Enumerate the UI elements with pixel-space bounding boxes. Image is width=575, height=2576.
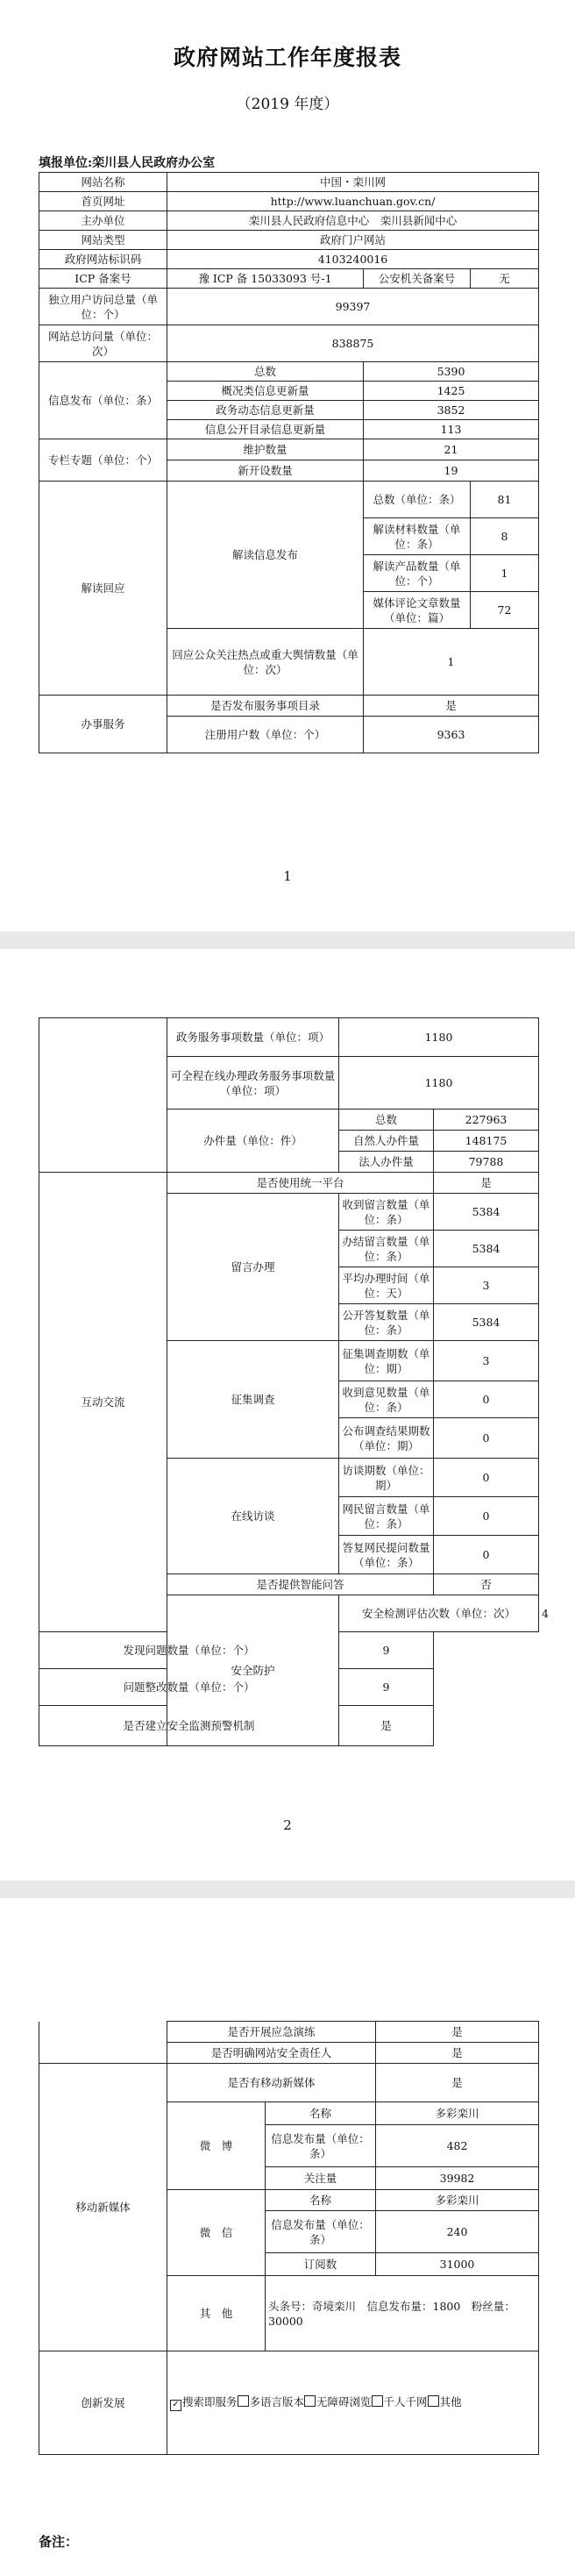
info-item-value: 5390 [364,362,539,382]
special-item-value: 21 [364,439,539,460]
value-has-mobile-media: 是 [376,2064,539,2102]
security-item-label: 问题整改数量（单位：个） [39,1669,339,1706]
innovation-option[interactable]: 无障碍浏览 [304,2395,372,2408]
wechat-item-label: 信息发布量（单位：条） [266,2211,376,2253]
report-title: 政府网站工作年度报表 [173,45,401,70]
online-item-value: 0 [434,1536,539,1574]
filling-unit: 填报单位:栾川县人民政府办公室 [39,156,216,170]
label-smart-qa: 是否提供智能问答 [167,1574,434,1595]
online-item-value: 0 [434,1459,539,1497]
info-item-value: 3852 [364,401,539,420]
info-item-label: 概况类信息更新量 [167,382,364,401]
security-item-label: 安全检测评估次数（单位：次） [339,1595,539,1632]
value-unique-visitors: 99397 [167,289,539,325]
handle-item-label: 法人办件量 [339,1152,434,1173]
page-2 [0,949,575,1880]
checkbox-empty-icon[interactable] [304,2395,316,2407]
service-continued-cell [39,1018,167,1173]
msg-item-label: 办结留言数量（单位：条） [339,1231,434,1267]
survey-item-value: 3 [434,1341,539,1381]
label-unique-visitors: 独立用户访问总量（单位：个） [39,289,167,325]
label-interpret-publish: 解读信息发布 [167,482,364,629]
info-item-value: 1425 [364,382,539,401]
msg-item-value: 5384 [434,1194,539,1231]
value-total-visits: 838875 [167,325,539,362]
label-message-handling: 留言办理 [167,1194,339,1341]
info-item-label: 信息公开目录信息更新量 [167,420,364,439]
label-special-column: 专栏专题（单位：个） [39,439,167,482]
msg-item-label: 平均办理时间（单位：天） [339,1267,434,1304]
interpret-item-label: 媒体评论文章数量（单位：篇） [364,592,471,629]
value-other-media: 头条号：奇境栾川 信息发布量：1800 粉丝量：30000 [266,2276,539,2351]
label-other-media: 其 他 [167,2276,266,2351]
wechat-item-value: 31000 [376,2253,539,2276]
page-1 [0,0,575,931]
value-sponsor: 栾川县人民政府信息中心 栾川县新闻中心 [167,211,539,231]
info-item-label: 政务动态信息更新量 [167,401,364,420]
svc-item-value: 1180 [339,1018,539,1057]
handle-item-value: 227963 [434,1110,539,1131]
service-item-label: 是否发布服务事项目录 [167,696,364,717]
security-continued-cell [39,2022,167,2064]
wechat-item-label: 订阅数 [266,2253,376,2276]
special-item-label: 新开设数量 [167,460,364,482]
service-item-value: 9363 [364,717,539,753]
checkbox-checked-icon[interactable]: ✓ [170,2400,181,2411]
interpret-item-value: 72 [471,592,539,629]
value-security-officer: 是 [376,2043,539,2064]
label-site-type: 网站类型 [39,231,167,250]
value-site-code: 4103240016 [167,250,539,269]
label-total-visits: 网站总访问量（单位：次） [39,325,167,362]
interpret-item-value: 8 [471,518,539,555]
handle-item-value: 79788 [434,1152,539,1173]
value-police-record: 无 [471,269,539,289]
label-wechat: 微 信 [167,2190,266,2276]
wechat-item-value: 多彩栾川 [376,2190,539,2211]
info-item-label: 总数 [167,362,364,382]
weibo-item-label: 关注量 [266,2167,376,2190]
label-survey: 征集调查 [167,1341,339,1459]
report-table-part-3 [39,2021,539,2455]
weibo-item-value: 482 [376,2125,539,2167]
innovation-option[interactable]: 千人千网 [372,2395,428,2408]
value-smart-qa: 否 [434,1574,539,1595]
report-year: （2019 年度） [236,96,339,113]
online-item-label: 访谈期数（单位：期） [339,1459,434,1497]
special-item-value: 19 [364,460,539,482]
msg-item-label: 公开答复数量（单位：条） [339,1304,434,1341]
survey-item-label: 征集调查期数（单位：期） [339,1341,434,1381]
remarks-label: 备注： [39,2534,79,2550]
interpret-item-label: 解读材料数量（单位：条） [364,518,471,555]
weibo-item-value: 多彩栾川 [376,2102,539,2125]
label-mobile-media: 移动新媒体 [39,2064,167,2351]
label-unified-platform: 是否使用统一平台 [167,1173,434,1194]
svc-item-label: 政务服务事项数量（单位：项） [167,1018,339,1057]
service-item-label: 注册用户数（单位：个） [167,717,364,753]
special-item-label: 维护数量 [167,439,364,460]
page-number: 1 [283,868,292,884]
label-homepage: 首页网址 [39,192,167,211]
security-item-label: 发现问题数量（单位：个） [39,1632,339,1669]
security-item-label: 是否建立安全监测预警机制 [39,1706,339,1746]
weibo-item-label: 信息发布量（单位：条） [266,2125,376,2167]
handle-item-value: 148175 [434,1131,539,1152]
svc-item-label: 可全程在线办理政务服务事项数量（单位：项） [167,1057,339,1110]
survey-item-label: 公布调查结果期数（单位：期） [339,1418,434,1459]
page-number: 2 [283,1817,292,1833]
label-online-interview: 在线访谈 [167,1459,339,1574]
value-unified-platform: 是 [434,1173,539,1194]
label-police-record: 公安机关备案号 [364,269,471,289]
interpret-item-value: 81 [471,482,539,518]
value-hot-response: 1 [364,629,539,696]
label-security-officer: 是否明确网站安全责任人 [167,2043,376,2064]
msg-item-value: 3 [434,1267,539,1304]
value-icp: 豫 ICP 备 15033093 号-1 [167,269,364,289]
msg-item-value: 5384 [434,1304,539,1341]
label-icp: ICP 备案号 [39,269,167,289]
label-sponsor: 主办单位 [39,211,167,231]
info-item-value: 113 [364,420,539,439]
innovation-option[interactable]: 其他 [428,2395,462,2408]
svc-item-value: 1180 [339,1057,539,1110]
online-item-label: 答复网民提问数量（单位：条） [339,1536,434,1574]
interpret-item-label: 总数（单位：条） [364,482,471,518]
checkbox-empty-icon[interactable] [238,2395,249,2407]
label-site-name: 网站名称 [39,173,167,192]
innovation-options [167,2351,539,2455]
report-table-part-1 [39,172,539,753]
online-item-label: 网民留言数量（单位：条） [339,1497,434,1536]
wechat-item-value: 240 [376,2211,539,2253]
report-table-part-2: 政务服务事项数量（单位：项） 1180 可全程在线办理政务服务事项数量（单位：项） 1180 办件量（单位：件） 总数 227963 自然人办件量 148175 法人办件量 79788 互动交流 是否使用统一平台 是 留言办理 收到留言数量（单位：条） 5384 办结留言数量（单位：条） 5384 平均办理时间（单位：天） 3 公开答复数量（单位：条） 5384 征集调查 征集调查期数（单位：期） 3 收到意见数量（单位：条） 0 公布调查结果期数（单位：期） 0 在线访谈 访谈期数（单位：期） 0 网民留言数量（单位：条） 0 答复网民提问数量（单位：条） 0 是否提供智能问答 否 安全防护 安全检测评估次数（单位：次） 4 发现问题数量（单位：个） 9 问题整改数量（单位：个） 9 是否建立安全监测预警机制 是 [39,1017,539,1746]
label-service: 办事服务 [39,696,167,753]
value-site-name: 中国・栾川网 [167,173,539,192]
security-item-value: 9 [339,1669,434,1706]
handle-item-label: 自然人办件量 [339,1131,434,1152]
label-innovation: 创新发展 [39,2351,167,2455]
innovation-option[interactable]: 多语言版本 [238,2395,305,2408]
label-info-publish: 信息发布（单位：条） [39,362,167,439]
msg-item-label: 收到留言数量（单位：条） [339,1194,434,1231]
label-hot-response: 回应公众关注热点或重大舆情数量（单位：次） [167,629,364,696]
security-item-value: 9 [339,1632,434,1669]
label-has-mobile-media: 是否有移动新媒体 [167,2064,376,2102]
handle-item-label: 总数 [339,1110,434,1131]
label-handle: 办件量（单位：件） [167,1110,339,1173]
weibo-item-value: 39982 [376,2167,539,2190]
page-3 [0,1898,575,2576]
survey-item-value: 0 [434,1418,539,1459]
service-item-value: 是 [364,696,539,717]
label-interpret: 解读回应 [39,482,167,696]
online-item-value: 0 [434,1497,539,1536]
weibo-item-label: 名称 [266,2102,376,2125]
interpret-item-label: 解读产品数量（单位：个） [364,555,471,592]
label-security: 安全防护 [167,1595,339,1746]
wechat-item-label: 名称 [266,2190,376,2211]
survey-item-label: 收到意见数量（单位：条） [339,1381,434,1418]
label-interaction: 互动交流 [39,1173,167,1632]
interpret-item-value: 1 [471,555,539,592]
msg-item-value: 5384 [434,1231,539,1267]
label-site-code: 政府网站标识码 [39,250,167,269]
checkbox-empty-icon[interactable] [372,2395,383,2407]
label-emergency-drill: 是否开展应急演练 [167,2022,376,2043]
security-item-value: 是 [339,1706,434,1746]
checkbox-empty-icon[interactable] [428,2395,439,2407]
label-weibo: 微 博 [167,2102,266,2190]
value-site-type: 政府门户网站 [167,231,539,250]
survey-item-value: 0 [434,1381,539,1418]
value-emergency-drill: 是 [376,2022,539,2043]
innovation-option[interactable]: ✓ 搜索即服务 [170,2395,238,2408]
value-homepage: http://www.luanchuan.gov.cn/ [167,192,539,211]
